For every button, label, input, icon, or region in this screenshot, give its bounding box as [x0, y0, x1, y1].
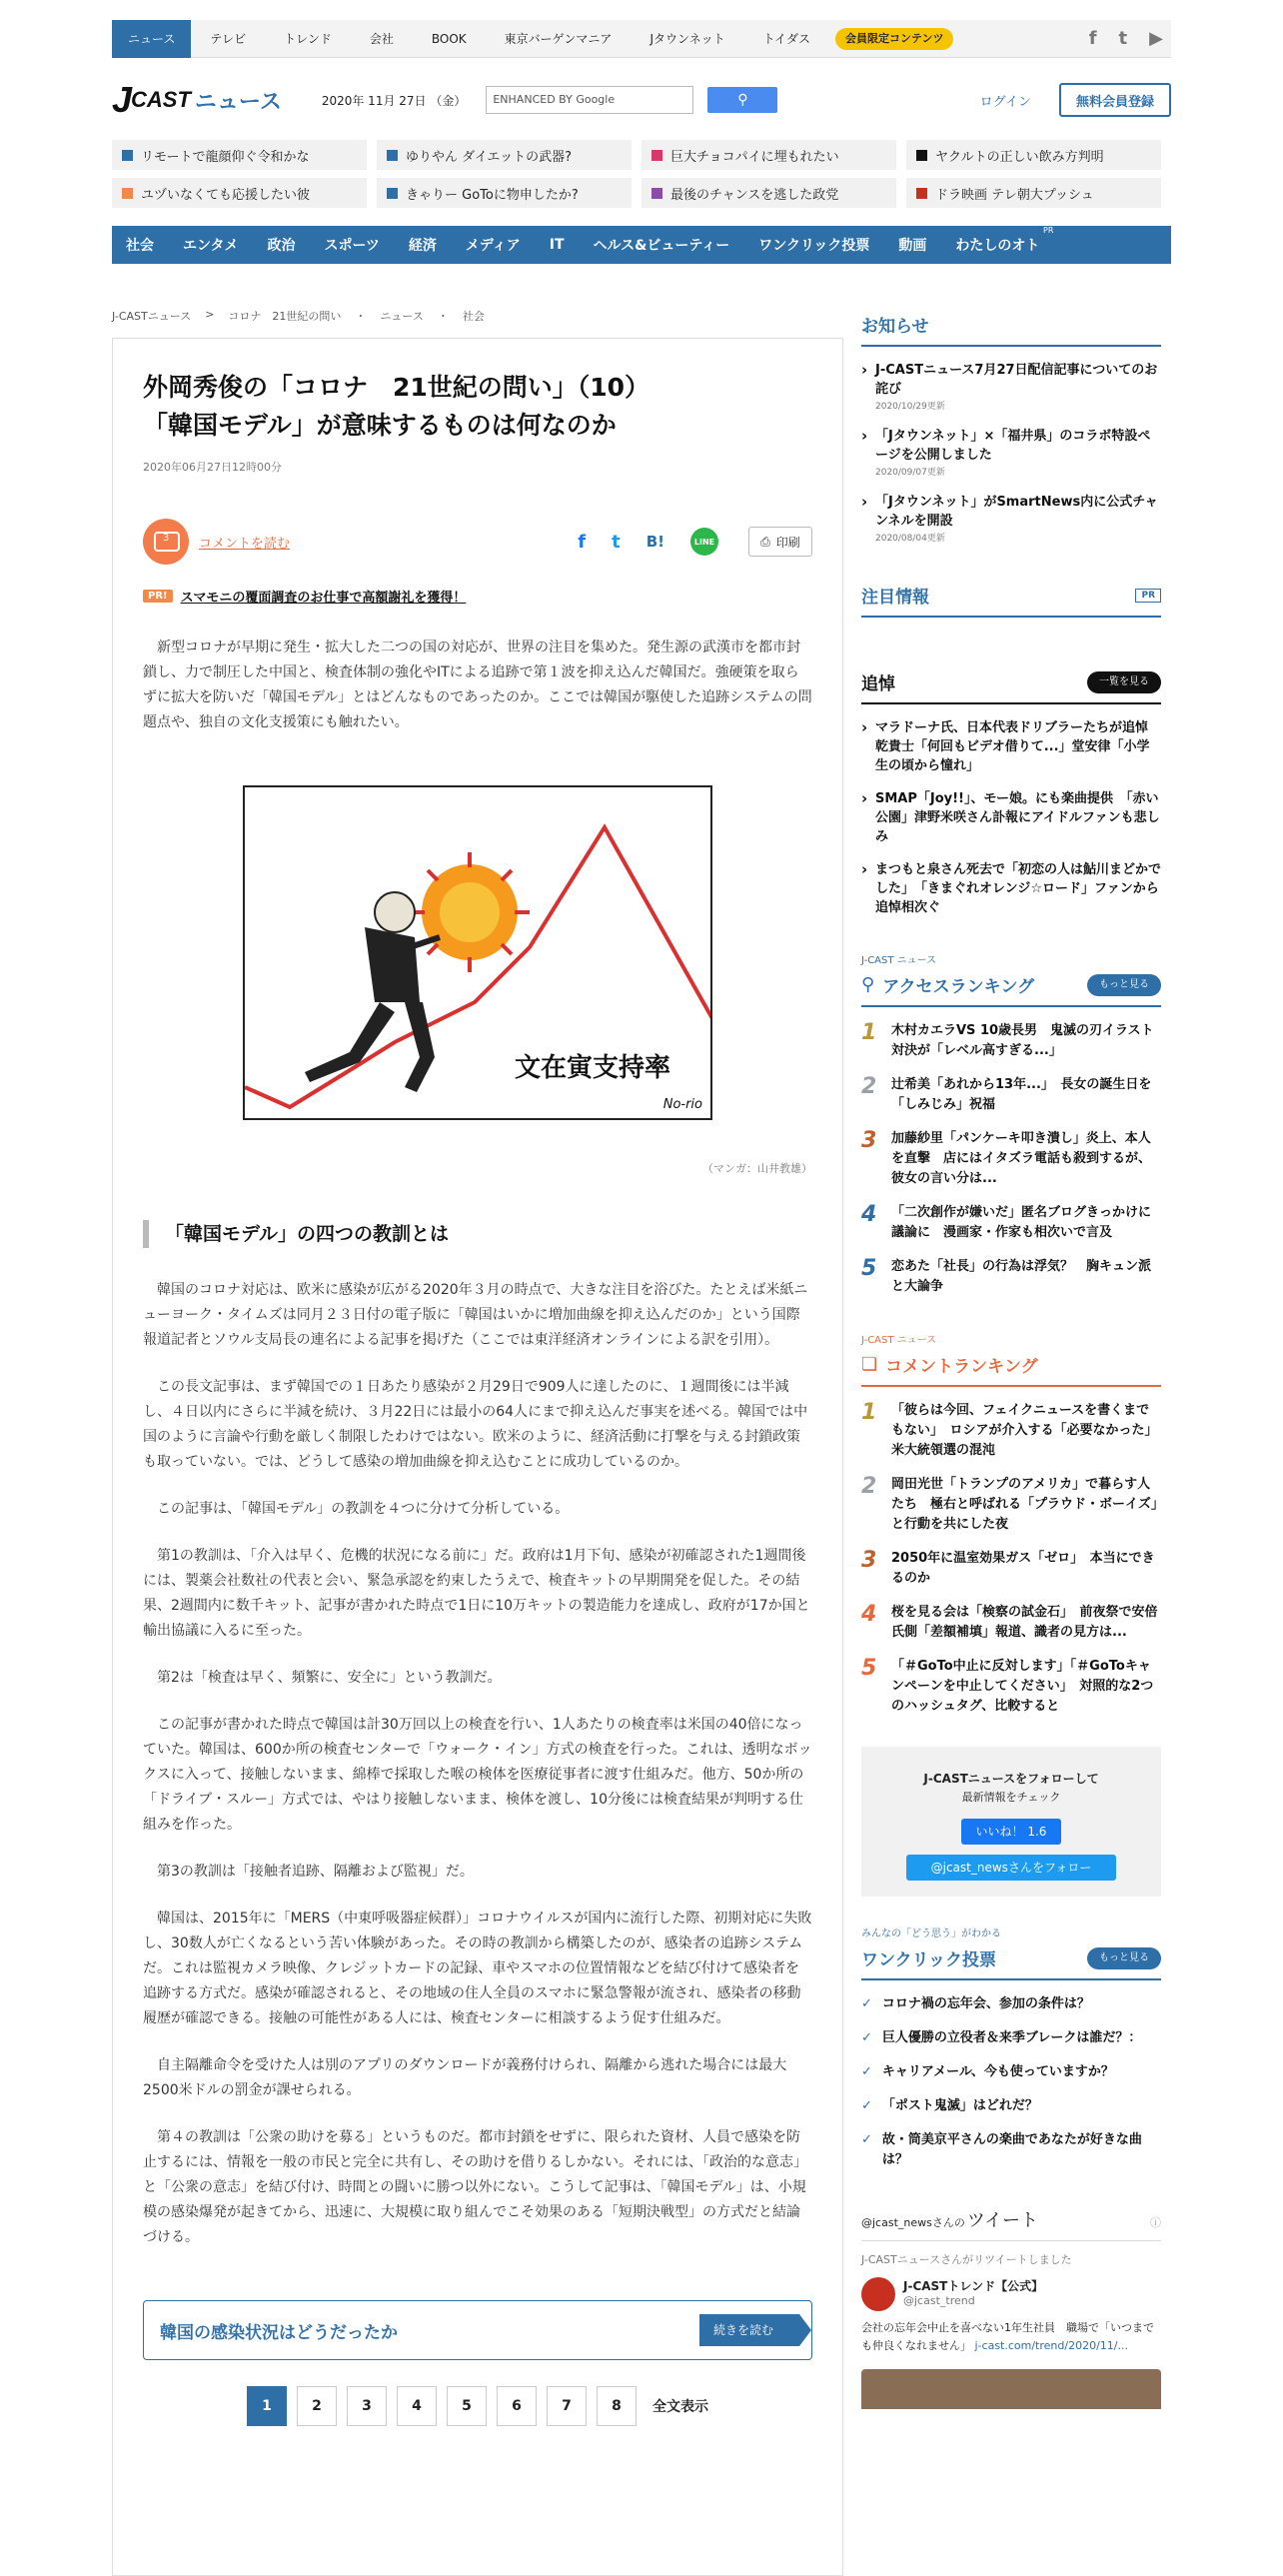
- check-icon: ✓: [861, 2132, 872, 2147]
- check-icon: ✓: [861, 2030, 872, 2045]
- twitter-icon[interactable]: t: [1118, 28, 1128, 49]
- trend-item[interactable]: [377, 140, 632, 170]
- facebook-share-icon[interactable]: f: [578, 531, 587, 553]
- logo-j: J: [112, 79, 132, 120]
- article-actions: [143, 519, 812, 565]
- oneclick-item[interactable]: [861, 1994, 1161, 2014]
- article-paragraph: 韓国は、2015年に「MERS（中東呼吸器症候群）」コロナウイルスが国内に流行した際、初期対応に失敗し、30数人が亡くなるという苦い体験があった。その時の教訓から構築したのが、感染者の追跡システムだ。これは監視カメラ映像、クレジットカードの記録、車やスマホの位置情報などを結び付けて感染者を追跡する方式だ。感染が確認されると、その地域の住人全員のスマホに緊急警報が流され、感染者の移動履歴が確認できる。接触の可能性がある人には、検査センターに相談するよう促す仕組みだ。: [143, 1911, 812, 2026]
- figure-caption: （マンガ：山井教雄）: [702, 1162, 812, 1175]
- continue-box[interactable]: [143, 2300, 812, 2360]
- tsuito-item[interactable]: › SMAP「Joy!!」、モー娘。にも楽曲提供 「赤い公園」津野米咲さん訃報にアイドルファンも悲しみ: [861, 789, 1161, 846]
- article-paragraph: この記事が書かれた時点で韓国は計30万回以上の検査を行い、1人あたりの検査率は米国の40倍になっていた。韓国は、600か所の検査センターで「ウォーク・イン」方式の検査を行った。これは、透明なボックスに入って、接触しないまま、綿棒で採取した喉の検体を医療従事者に渡す仕組みだ。他方、50か所の「ドライブ・スルー」方式では、やはり接触しないまま、検体を渡し、10分後には検査結果が判明する仕組みを作った。: [143, 1717, 812, 1833]
- facebook-icon[interactable]: f: [1088, 28, 1097, 49]
- publish-date: 2020年06月27日12時00分: [143, 461, 282, 474]
- access-ranking-list: [861, 1021, 1161, 1297]
- page-button-3[interactable]: 3: [347, 2386, 387, 2426]
- oneclick-item[interactable]: [861, 2062, 1161, 2082]
- tweet-link[interactable]: j-cast.com/trend/2020/11/...: [974, 2339, 1128, 2352]
- search-button[interactable]: [707, 87, 777, 113]
- oneclick-list: [861, 1994, 1161, 2170]
- ranking-text: 恋あた「社長」の行為は浮気？ 胸キュン派と大論争: [891, 1259, 1152, 1294]
- tweet-body: [861, 2319, 1161, 2355]
- notice-text: 「Jタウンネット」×「福井県」のコラボ特設ページを公開しました: [875, 429, 1151, 463]
- article-lead: 新型コロナが早期に発生・拡大した二つの国の対応が、世界の注目を集めた。発生源の武漢市を都市封鎖し、力で制圧した中国と、検査体制の強化やITによる追跡で第１波を抑え込んだ韓国だ。強硬策を取らずに拡大を防いだ「韓国モデル」とはどんなものであったのか。ここでは韓国が駆使した追跡システムの問題点や、独自の文化支援策にも触れたい。: [143, 640, 812, 730]
- ranking-item[interactable]: [861, 1657, 1161, 1717]
- follow-title: J-CASTニュースをフォローして: [923, 1772, 1099, 1786]
- tsuito-item[interactable]: › マラドーナ氏、日本代表ドリブラーたちが追悼 乾貴士「何回もビデオ借りて...」堂安律「小学生の頃から憧れ」: [861, 718, 1161, 775]
- nav-item-7[interactable]: ヘルス&ビューティー: [593, 238, 730, 254]
- trend-label: ヤクルトの正しい飲み方判明: [935, 149, 1104, 165]
- top-nav-jtown[interactable]: Jタウンネット: [649, 31, 725, 46]
- comment-kicker: J-CAST ニュース: [861, 1335, 937, 1346]
- access-title: アクセスランキング: [882, 977, 1035, 997]
- title-line-1: 外岡秀俊の「コロナ 21世紀の問い」（10）: [143, 373, 650, 402]
- notices-list: [861, 361, 1161, 545]
- trend-item[interactable]: [642, 178, 896, 208]
- trend-item[interactable]: [112, 178, 367, 208]
- follow-subtitle: 最新情報をチェック: [961, 1791, 1061, 1804]
- nav-item-4[interactable]: 経済: [408, 238, 437, 254]
- ranking-item[interactable]: [861, 1021, 1161, 1061]
- cartoon-signature: No-rio: [662, 1097, 702, 1112]
- article-paragraph: この長文記事は、まず韓国での１日あたり感染が２月29日で909人に達したのに、１週間後には半減し、４日以内にさらに半減を続け、３月22日には最小の64人にまで抑え込んだ事実を述べる。韓国では中国のように言論や行動を厳しく制限したわけではない。欧米のように、経済活動に打撃を与える封鎖政策も取っていない。では、どうして感染の増加曲線を抑え込むことに成功しているのか。: [143, 1379, 808, 1470]
- search-icon: ⚲: [861, 974, 875, 995]
- ranking-item[interactable]: [861, 1257, 1161, 1297]
- tweets-prefix: @jcast_newsさんの: [861, 2216, 965, 2229]
- tsuito-more-button[interactable]: 一覧を見る: [1087, 671, 1161, 693]
- tweet-account-handle: @jcast_trend: [903, 2294, 975, 2307]
- comment-count: 3: [162, 533, 170, 544]
- breadcrumb: [112, 308, 831, 324]
- ranking-number: 2: [861, 1474, 877, 1499]
- article-paragraph: 第3の教訓は「接触者追跡、隔離および監視」だ。: [157, 1864, 474, 1880]
- oneclick-item[interactable]: [861, 2028, 1161, 2048]
- ranking-text: 「＃GoTo中止に反対します」「＃GoToキャンペーンを中止してください」 対照的な2つのハッシュタグ、比較すると: [891, 1659, 1154, 1714]
- check-icon: ✓: [861, 1996, 872, 2011]
- ranking-text: 「彼らは今回、フェイクニュースを書くまでもない」 ロシアが介入する「必要なかった」米大統領選の混沌: [891, 1403, 1158, 1458]
- tweets-heading: [861, 2206, 1161, 2241]
- ranking-text: 岡田光世「トランプのアメリカ」で暮らす人たち 極右と呼ばれる「プラウド・ボーイズ」と行動を共にした夜: [891, 1477, 1158, 1532]
- trend-marker: [651, 150, 662, 161]
- ranking-text: 辻希美「あれから13年...」 長女の誕生日を「しみじみ」祝福: [891, 1077, 1152, 1112]
- top-nav-bargain[interactable]: 東京バーゲンマニア: [504, 31, 613, 46]
- notice-item[interactable]: [861, 493, 1161, 545]
- title-line-2: 「韓国モデル」が意味するものは何なのか: [143, 411, 617, 440]
- nav-item-9[interactable]: 動画: [898, 238, 927, 254]
- current-date: 2020年 11月 27日 （金）: [321, 93, 467, 108]
- ranking-item[interactable]: [861, 1475, 1161, 1535]
- follow-box: [861, 1747, 1161, 1897]
- breadcrumb-item: ・: [437, 310, 449, 323]
- search-icon: ⚲: [737, 92, 748, 108]
- continue-title: 韓国の感染状況はどうだったか: [160, 2322, 398, 2343]
- article-title: [143, 369, 812, 445]
- breadcrumb-item[interactable]: ニュース: [380, 310, 424, 323]
- category-nav: [112, 226, 1171, 264]
- section-heading: 「韓国モデル」の四つの教訓とは: [143, 1220, 812, 1248]
- ranking-text: 2050年に温室効果ガス「ゼロ」 本当にできるのか: [891, 1551, 1155, 1586]
- search-input[interactable]: ENHANCED BY Google: [486, 86, 693, 114]
- breadcrumb-item[interactable]: J-CASTニュース: [112, 310, 192, 323]
- ranking-number: 3: [861, 1548, 877, 1573]
- ranking-item[interactable]: [861, 1075, 1161, 1115]
- ranking-item[interactable]: [861, 1549, 1161, 1589]
- jcast-logo[interactable]: [112, 79, 282, 121]
- pr-link[interactable]: [143, 587, 812, 606]
- page-button-1[interactable]: 1: [247, 2386, 287, 2426]
- facebook-like-button[interactable]: いいね！ 1.6: [961, 1819, 1061, 1845]
- avatar[interactable]: [861, 2277, 895, 2311]
- notice-date: 2020/10/29更新: [875, 402, 945, 412]
- site-header: [112, 72, 1171, 128]
- check-icon: ✓: [861, 2064, 872, 2079]
- login-link[interactable]: ログイン: [979, 94, 1031, 110]
- retweet-notice: J-CASTニュースさんがリツイートしました: [861, 2253, 1072, 2266]
- trend-item[interactable]: [377, 178, 632, 208]
- cartoon-caption-text: 文在寅支持率: [514, 1053, 670, 1083]
- ranking-number: 2: [861, 1074, 877, 1099]
- trend-label: リモートで龍顔仰ぐ令和かな: [141, 149, 310, 165]
- trend-item[interactable]: [642, 140, 896, 170]
- article-paragraph: 第４の教訓は「公衆の助けを募る」というものだ。都市封鎖をせずに、限られた資材、人員で感染を防止するには、情報を一般の市民と完全に共有し、その助けを借りるしかない。それには、「政治的な意志」と「公衆の意志」を結び付け、時間との闘いに勝つ以外にない。こうして記事は、「韓国モデル」は、小規模の感染爆発が起きてから、迅速に、大規模に取り組んでこそ効果のある「短期決戦型」の方式だと結論づける。: [143, 2129, 807, 2245]
- trend-marker: [387, 188, 398, 199]
- tsuito-list: [861, 718, 1161, 917]
- trend-label: 巨大チョコパイに埋もれたい: [670, 149, 839, 165]
- page-button-7[interactable]: 7: [547, 2386, 587, 2426]
- pagination: [143, 2386, 812, 2426]
- article-paragraph: 自主隔離命令を受けた人は別のアプリのダウンロードが義務付けられ、隔離から逃れた場合には最大2500米ドルの罰金が課せられる。: [143, 2057, 787, 2098]
- nav-item-8[interactable]: ワンクリック投票: [758, 238, 870, 254]
- featured-heading: [861, 583, 1161, 618]
- breadcrumb-item: ・: [355, 310, 367, 323]
- top-nav-company[interactable]: 会社: [369, 31, 394, 46]
- nav-item-3[interactable]: スポーツ: [324, 238, 380, 254]
- read-comments-link[interactable]: コメントを読む: [199, 536, 291, 552]
- trend-label: ドラ映画 テレ朝大プッシュ: [935, 187, 1094, 203]
- continue-button[interactable]: 続きを読む: [699, 2314, 799, 2346]
- access-kicker: J-CAST ニュース: [861, 955, 937, 966]
- ranking-item[interactable]: [861, 1401, 1161, 1461]
- notice-item[interactable]: [861, 361, 1161, 413]
- share-buttons: [578, 528, 718, 556]
- social-links: [1089, 28, 1171, 49]
- page-button-4[interactable]: 4: [397, 2386, 437, 2426]
- print-button[interactable]: [748, 527, 812, 557]
- notice-date: 2020/08/04更新: [875, 534, 945, 544]
- top-nav-book[interactable]: BOOK: [431, 31, 467, 46]
- article-body: [143, 1278, 812, 2250]
- article-container: [112, 338, 843, 2576]
- oneclick-text: 故・筒美京平さんの楽曲であなたが好きな曲は？: [881, 2132, 1142, 2167]
- ranking-text: 「二次創作が嫌いだ」匿名ブログきっかけに議論に 漫画家・作家も相次いで言及: [891, 1205, 1152, 1240]
- trend-label: ユヅいなくても応援したい彼: [141, 187, 311, 203]
- members-only-badge[interactable]: 会員限定コンテンツ: [835, 28, 953, 50]
- top-nav-tv[interactable]: テレビ: [210, 31, 247, 46]
- ranking-number: 1: [861, 1400, 877, 1425]
- print-label: 印刷: [775, 535, 800, 550]
- oneclick-title: ワンクリック投票: [861, 1950, 996, 1970]
- breadcrumb-item[interactable]: 社会: [462, 310, 485, 323]
- cartoon-figure: [243, 785, 712, 1120]
- ranking-number: 4: [861, 1602, 877, 1627]
- article-paragraph: 第2は「検査は早く、頻繁に、安全に」という教訓だ。: [157, 1670, 502, 1686]
- trend-marker: [122, 188, 133, 199]
- breadcrumb-item[interactable]: コロナ 21世紀の問い: [228, 310, 342, 323]
- nav-item-0[interactable]: 社会: [126, 238, 154, 254]
- page-button-2[interactable]: 2: [297, 2386, 337, 2426]
- oneclick-text: キャリアメール、今も使っていますか？: [881, 2064, 1114, 2079]
- trend-item[interactable]: [906, 178, 1161, 208]
- nav-item-5[interactable]: メディア: [465, 238, 521, 254]
- trend-item[interactable]: [112, 140, 367, 170]
- twitter-share-icon[interactable]: t: [612, 531, 621, 553]
- logo-cast: CAST: [131, 87, 191, 112]
- ranking-item[interactable]: [861, 1129, 1161, 1189]
- comment-ranking-heading: [861, 1352, 1161, 1387]
- trend-marker: [916, 188, 927, 199]
- sidebar: [861, 312, 1161, 2409]
- trend-marker: [916, 150, 927, 161]
- trend-marker: [387, 150, 398, 161]
- featured-pr-badge: PR: [1135, 589, 1161, 603]
- ranking-number: 1: [861, 1020, 877, 1045]
- oneclick-heading: [861, 1945, 1161, 1980]
- ranking-item[interactable]: [861, 1603, 1161, 1643]
- top-nav-bar: [112, 20, 1171, 58]
- top-nav-toidas[interactable]: トイダス: [762, 31, 811, 46]
- ranking-text: 木村カエラVS 10歳長男 鬼滅の刃イラスト対決が「レベル高すぎる...」: [891, 1023, 1154, 1058]
- line-share-icon[interactable]: LINE: [690, 528, 718, 556]
- featured-title: 注目情報: [861, 588, 929, 608]
- notice-text: J-CASTニュース7月27日配信記事についてのお詫び: [875, 363, 1158, 397]
- article-paragraph: 第1の教訓は、「介入は早く、危機的状況になる前に」だ。政府は1月下旬、感染が初確認された1週間後には、製薬会社数社の代表と会い、緊急承認を約束したうえで、検査キットの早期開発を促した。その結果、2週間内に数千キット、記事が書かれた時点で1日に10万キットの製造能力を達成し、政府が17か国と輸出協議に入るに至った。: [143, 1548, 810, 1639]
- article-paragraph: 韓国のコロナ対応は、欧米に感染が広がる2020年３月の時点で、大きな注目を浴びた。たとえば米紙ニューヨーク・タイムズは同月２３日付の電子版に「韓国はいかに増加曲線を抑え込んだのか」という国際報道記者とソウル支局長の連名による記事を掲げた（ここでは東洋経済オンラインによる訳を引用）。: [143, 1282, 808, 1348]
- page-button-5[interactable]: 5: [447, 2386, 487, 2426]
- ranking-number: 5: [861, 1256, 877, 1281]
- access-more-button[interactable]: もっと見る: [1087, 974, 1161, 996]
- trend-label: きゃりー GoToに物申したか?: [406, 187, 579, 203]
- trend-label: 最後のチャンスを逃した政党: [670, 187, 839, 203]
- oneclick-text: コロナ禍の忘年会、参加の条件は？: [881, 1996, 1090, 2011]
- speech-bubble-icon: ❏: [861, 1354, 878, 1375]
- oneclick-item[interactable]: [861, 2130, 1161, 2170]
- nav-item-10[interactable]: わたしのオト PR: [955, 226, 1054, 254]
- show-all-link[interactable]: 全文表示: [652, 2399, 708, 2415]
- nav-item-6[interactable]: IT: [549, 237, 565, 253]
- trend-marker: [651, 188, 662, 199]
- oneclick-kicker: みんなの「どう思う」がわかる: [861, 1929, 1001, 1939]
- notices-title: お知らせ: [861, 317, 929, 337]
- ranking-number: 5: [861, 1656, 877, 1681]
- tweet-account[interactable]: [861, 2277, 1161, 2311]
- comment-icon[interactable]: [143, 519, 189, 565]
- hatena-bookmark-icon[interactable]: B!: [645, 533, 664, 551]
- nav-item-2[interactable]: 政治: [267, 238, 296, 254]
- nav-item-1[interactable]: エンタメ: [183, 238, 239, 254]
- oneclick-more-button[interactable]: もっと見る: [1087, 1947, 1161, 1969]
- page-button-8[interactable]: 8: [597, 2386, 637, 2426]
- ranking-number: 3: [861, 1128, 877, 1153]
- register-button[interactable]: 無料会員登録: [1059, 83, 1171, 117]
- check-icon: ✓: [861, 2098, 872, 2113]
- tweet-text: 会社の忘年会中止を喜べない1年生社員 職場で「いつまでも仲良くなれません」: [861, 2321, 1154, 2352]
- tsuito-item[interactable]: › まつもと泉さん死去で「初恋の人は鮎川まどかでした」 「きまぐれオレンジ☆ロード」ファンから追悼相次ぐ: [861, 860, 1161, 917]
- oneclick-text: 巨人優勝の立役者＆来季ブレークは誰だ？：: [881, 2030, 1142, 2045]
- oneclick-item[interactable]: [861, 2096, 1161, 2116]
- youtube-icon[interactable]: ▶: [1149, 28, 1163, 49]
- pr-text[interactable]: スマモニの覆面調査のお仕事で高額謝礼を獲得！: [180, 591, 467, 606]
- twitter-follow-button[interactable]: @jcast_newsさんをフォロー: [906, 1855, 1116, 1881]
- ranking-text: 桜を見る会は「検察の試金石」 前夜祭で安倍氏側「差額補填」報道、識者の見方は...: [891, 1605, 1158, 1640]
- page-button-6[interactable]: 6: [497, 2386, 537, 2426]
- pr-badge: PR!: [143, 590, 173, 603]
- top-nav-news[interactable]: ニュース: [112, 20, 191, 58]
- notice-text: 「Jタウンネット」がSmartNews内に公式チャンネルを開設: [875, 495, 1158, 529]
- tweet-image[interactable]: [861, 2369, 1161, 2409]
- top-nav-trend[interactable]: トレンド: [284, 31, 332, 46]
- notices-heading: [861, 312, 1161, 347]
- trend-item[interactable]: [906, 140, 1161, 170]
- nav-pr-badge: PR: [1043, 226, 1054, 235]
- comment-title: コメントランキング: [885, 1357, 1038, 1377]
- tsuito-title: 追悼: [861, 674, 895, 694]
- trend-topics: [112, 140, 1171, 208]
- ranking-number: 4: [861, 1202, 877, 1227]
- comment-ranking-list: [861, 1401, 1161, 1717]
- tweet-account-name: J-CASTトレンド【公式】: [903, 2279, 1044, 2293]
- access-ranking-heading: [861, 972, 1161, 1007]
- logo-news: ニュース: [194, 88, 282, 114]
- notice-date: 2020/09/07更新: [875, 468, 945, 478]
- breadcrumb-item: >: [205, 308, 215, 321]
- article-paragraph: この記事は、「韓国モデル」の教訓を４つに分けて分析している。: [157, 1501, 570, 1517]
- printer-icon: ⎙: [760, 534, 770, 549]
- notice-item[interactable]: [861, 427, 1161, 479]
- trend-marker: [122, 150, 133, 161]
- oneclick-text: 「ポスト鬼滅」はどれだ？: [881, 2098, 1038, 2113]
- ranking-item[interactable]: [861, 1203, 1161, 1243]
- tweets-word: ツイート: [966, 2210, 1038, 2231]
- info-icon[interactable]: ⓘ: [1150, 2216, 1161, 2229]
- trend-label: ゆりやん ダイエットの武器?: [406, 149, 572, 165]
- tsuito-heading: [861, 669, 1161, 704]
- ranking-text: 加藤紗里「パンケーキ叩き潰し」炎上、本人を直撃 店にはイタズラ電話も殺到するが、彼女の言い分は...: [891, 1131, 1152, 1186]
